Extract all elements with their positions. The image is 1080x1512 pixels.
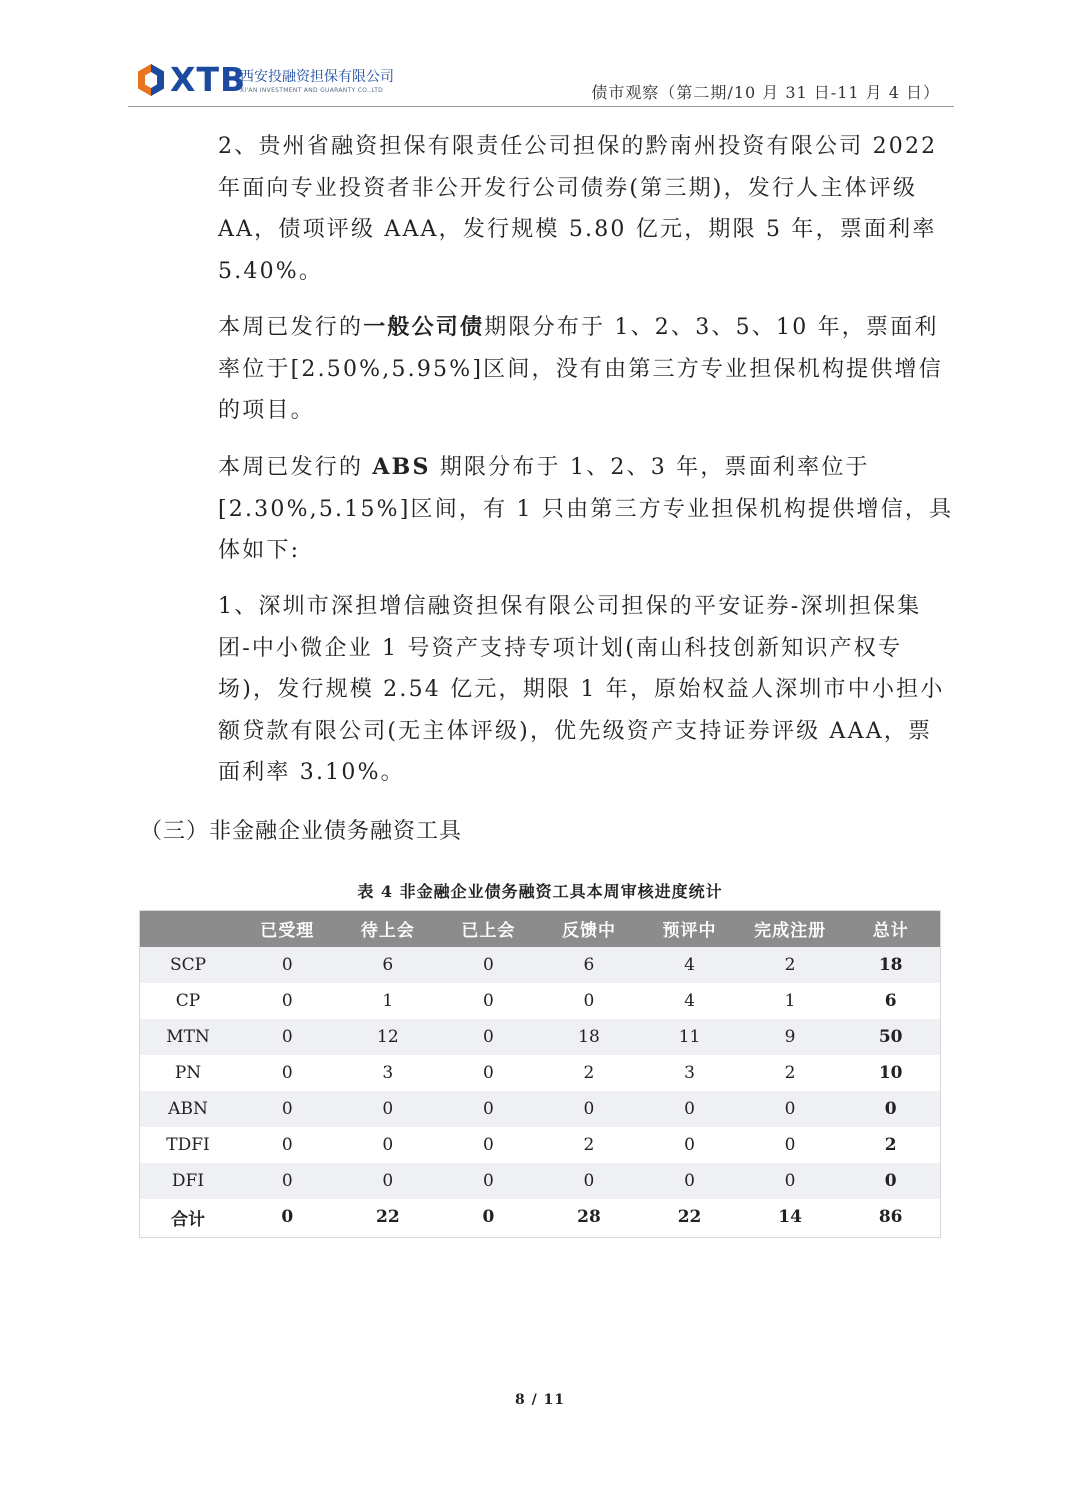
company-name-en: XI'AN INVESTMENT AND GUARANTY CO.,LTD [240, 87, 384, 94]
table-cell: 0 [338, 1091, 439, 1127]
logo-letters: XTB [170, 60, 247, 99]
table-row [139, 1091, 941, 1127]
paragraph-shenzhen-abs: 1、深圳市深担增信融资担保有限公司担保的平安证券-深圳担保集团-中小微企业 1 号资产支持专项计划(南山科技创新知识产权专场)，发行规模 2.54 亿元，期限 1 年，原始权益人深圳市中小担小额贷款有限公司(无主体评级)，优先级资产支持证券评级 AAA，票面利率 3.10%。 [218, 594, 945, 785]
table-cell: 86 [840, 1199, 941, 1235]
table-cell: 11 [639, 1019, 740, 1055]
table-cell: 1 [740, 983, 841, 1019]
table-cell: 0 [237, 1091, 338, 1127]
page-number: 8 / 11 [514, 1392, 566, 1408]
table-cell: 0 [840, 1163, 941, 1199]
row-label: DFI [139, 1163, 237, 1199]
table-row [139, 1163, 941, 1199]
table-cell: 4 [639, 983, 740, 1019]
table-cell: 0 [438, 983, 539, 1019]
table-row [139, 1055, 941, 1091]
table-cell: 2 [740, 1055, 841, 1091]
report-title: 债市观察（第二期/10 月 31 日-11 月 4 日） [591, 83, 940, 102]
table-cell: 6 [840, 983, 941, 1019]
table-cell: 28 [539, 1199, 640, 1235]
table-cell: 12 [338, 1019, 439, 1055]
table-cell: 0 [438, 1199, 539, 1235]
row-label: MTN [139, 1019, 237, 1055]
page-header [128, 56, 954, 107]
table-cell: 0 [539, 1091, 640, 1127]
table-cell: 0 [237, 983, 338, 1019]
table-row [139, 947, 941, 983]
bold-term-abs: ABS [372, 454, 431, 480]
table-cell: 10 [840, 1055, 941, 1091]
review-progress-table [139, 910, 941, 1235]
row-label: SCP [139, 947, 237, 983]
table-caption: 表 4 非金融企业债务融资工具本周审核进度统计 [357, 882, 723, 901]
table-cell: 2 [539, 1127, 640, 1163]
table-cell: 14 [740, 1199, 841, 1235]
table-cell: 0 [438, 1163, 539, 1199]
table-cell: 6 [539, 947, 640, 983]
table-cell: 18 [840, 947, 941, 983]
table-cell: 22 [639, 1199, 740, 1235]
column-header: 预评中 [639, 910, 740, 947]
table-cell: 0 [438, 1055, 539, 1091]
paragraph-corporate-bond: 本周已发行的一般公司债期限分布于 1、2、3、5、10 年，票面利率位于[2.50%,5.95%]区间，没有由第三方专业担保机构提供增信的项目。 [218, 314, 943, 423]
row-label: CP [139, 983, 237, 1019]
table-header-row [139, 910, 941, 947]
table-cell: 0 [237, 1199, 338, 1235]
column-header: 总计 [840, 910, 941, 947]
row-label: PN [139, 1055, 237, 1091]
table-cell: 18 [539, 1019, 640, 1055]
table-cell: 0 [438, 947, 539, 983]
table-cell: 22 [338, 1199, 439, 1235]
table-cell: 0 [237, 1055, 338, 1091]
table-cell: 0 [639, 1163, 740, 1199]
table-cell: 0 [438, 1019, 539, 1055]
table-cell: 3 [639, 1055, 740, 1091]
table-row [139, 1199, 941, 1235]
paragraph-abs: 本周已发行的 ABS 期限分布于 1、2、3 年，票面利率位于[2.30%,5.15%]区间，有 1 只由第三方专业担保机构提供增信，具体如下: [218, 454, 954, 563]
table-row [139, 983, 941, 1019]
column-header: 反馈中 [539, 910, 640, 947]
table-cell: 0 [237, 1019, 338, 1055]
table-cell: 0 [237, 947, 338, 983]
table-cell: 6 [338, 947, 439, 983]
table-row [139, 1019, 941, 1055]
column-header: 已受理 [237, 910, 338, 947]
table-cell: 50 [840, 1019, 941, 1055]
table-cell: 0 [539, 1163, 640, 1199]
table-cell: 1 [338, 983, 439, 1019]
table-cell: 0 [539, 983, 640, 1019]
table-cell: 0 [740, 1163, 841, 1199]
table-cell: 0 [438, 1127, 539, 1163]
column-header: 待上会 [338, 910, 439, 947]
company-name-cn: 西安投融资担保有限公司 [240, 69, 394, 85]
table-cell: 0 [237, 1163, 338, 1199]
row-label: TDFI [139, 1127, 237, 1163]
table-cell: 0 [740, 1091, 841, 1127]
table-cell: 4 [639, 947, 740, 983]
row-label: 合计 [139, 1199, 237, 1235]
column-header: 完成注册 [740, 910, 841, 947]
table-cell: 2 [740, 947, 841, 983]
bold-term-corporate-bond: 一般公司债 [363, 314, 485, 340]
table-cell: 0 [639, 1127, 740, 1163]
table-cell: 3 [338, 1055, 439, 1091]
paragraph-guizhou-bond: 2、贵州省融资担保有限责任公司担保的黔南州投资有限公司 2022 年面向专业投资者非公开发行公司债券(第三期)，发行人主体评级 AA，债项评级 AAA，发行规模 5.80 亿元，期限 5 年，票面利率 5.40%。 [218, 134, 938, 284]
table-row [139, 1127, 941, 1163]
table-cell: 0 [840, 1091, 941, 1127]
row-label: ABN [139, 1091, 237, 1127]
table-cell: 0 [237, 1127, 338, 1163]
section-title: （三）非金融企业债务融资工具 [140, 819, 463, 844]
table-cell: 0 [438, 1091, 539, 1127]
table-cell: 0 [740, 1127, 841, 1163]
table-cell: 0 [338, 1163, 439, 1199]
table-cell: 2 [840, 1127, 941, 1163]
column-header: 已上会 [438, 910, 539, 947]
column-header [139, 910, 237, 947]
table-cell: 9 [740, 1019, 841, 1055]
table-cell: 0 [639, 1091, 740, 1127]
logo-hexagon-icon [136, 63, 166, 97]
table-cell: 2 [539, 1055, 640, 1091]
table-cell: 0 [338, 1127, 439, 1163]
